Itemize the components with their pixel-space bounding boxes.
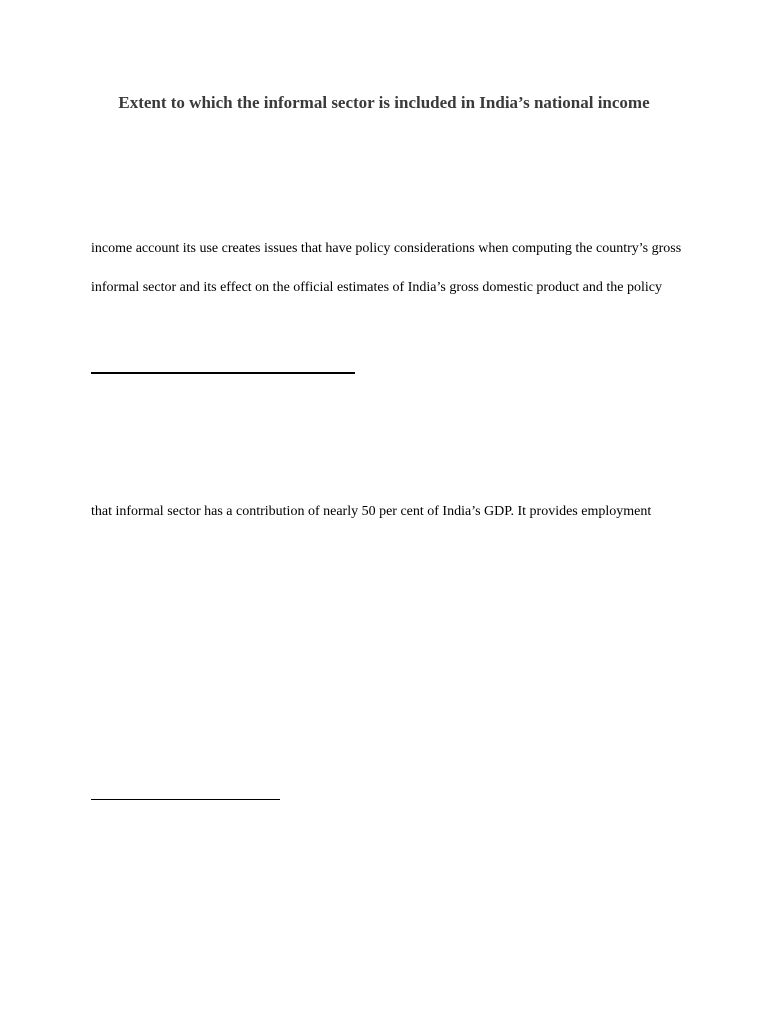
body-text-line: that informal sector has a contribution of nearly 50 per cent of India’s GDP. It provides employment (91, 504, 652, 519)
footnote-divider (91, 799, 280, 800)
document-title: Extent to which the informal sector is included in India’s national income (118, 93, 650, 112)
section-divider (91, 372, 355, 374)
body-text-line: informal sector and its effect on the official estimates of India’s gross domestic product and the policy (91, 280, 662, 295)
body-text-line: income account its use creates issues that have policy considerations when computing the country’s gross (91, 241, 682, 256)
